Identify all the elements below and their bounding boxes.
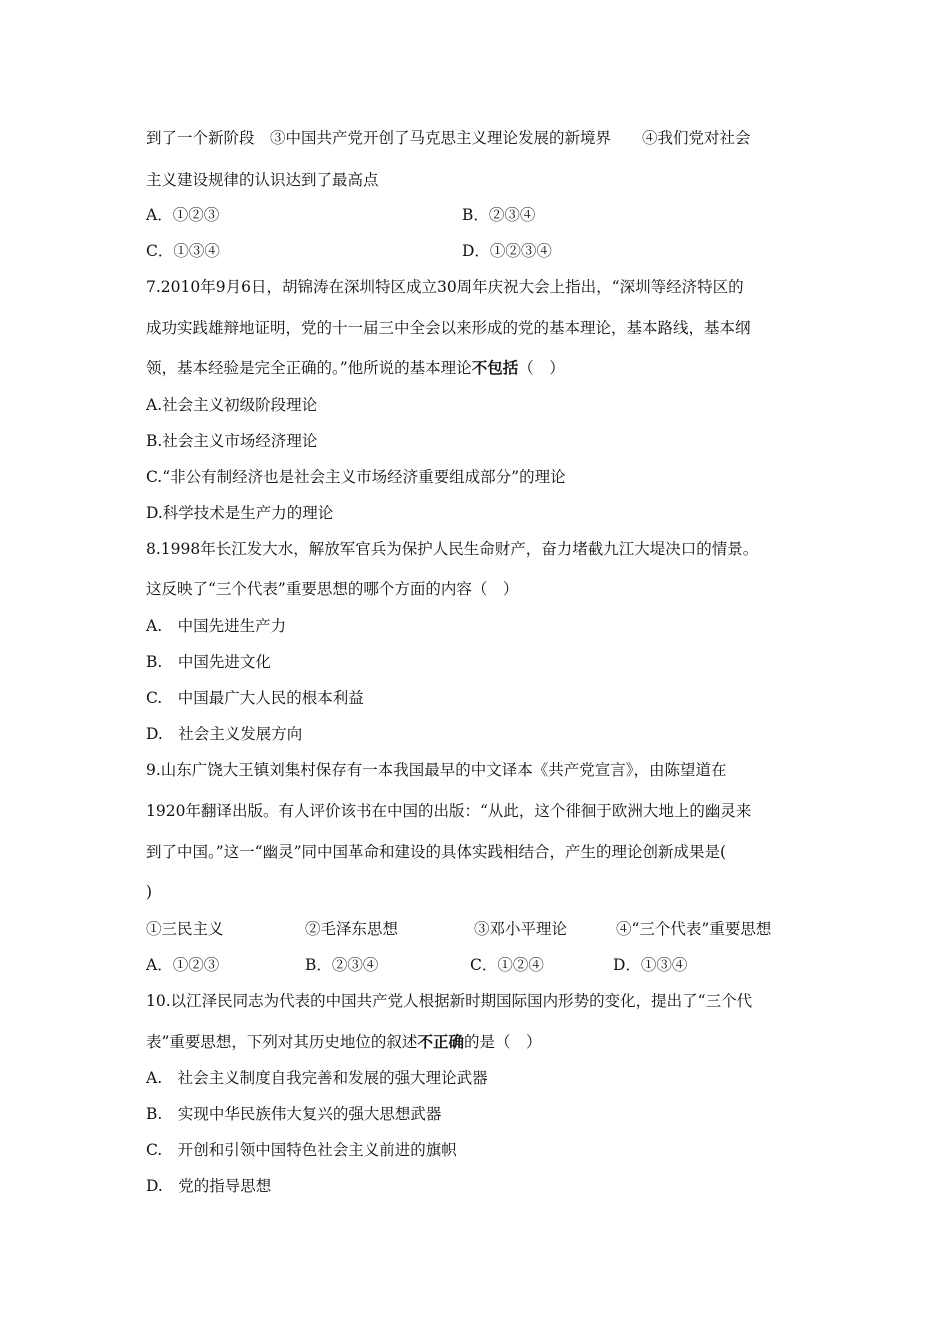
q9-item-3: ③邓小平理论 [474,920,568,938]
q10-option-d: D. 党的指导思想 [146,1177,272,1195]
q10-option-c: C. 开创和引领中国特色社会主义前进的旗帜 [146,1141,457,1159]
q9-stem-line-2: 1920年翻译出版。有人评价该书在中国的出版：“从此，这个徘徊于欧洲大地上的幽灵来 [146,802,752,820]
q6-stem-line-2: 主义建设规律的认识达到了最高点 [146,171,379,189]
q7-option-d: D.科学技术是生产力的理论 [146,504,334,522]
q8-option-c: C. 中国最广大人民的根本利益 [146,689,364,707]
q8-option-d: D. 社会主义发展方向 [146,725,303,743]
q9-option-a: A．①②③ [146,956,220,974]
q9-stem-line-1: 9.山东广饶大王镇刘集村保存有一本我国最早的中文译本《共产党宣言》，由陈望道在 [146,761,727,779]
q9-item-4: ④“三个代表”重要思想 [616,920,772,938]
q7-stem-line-2: 成功实践雄辩地证明，党的十一届三中全会以来形成的党的基本理论，基本路线，基本纲 [146,319,751,337]
q10-option-b: B. 实现中华民族伟大复兴的强大思想武器 [146,1105,442,1123]
q10-option-a: A. 社会主义制度自我完善和发展的强大理论武器 [146,1069,488,1087]
q8-option-a: A. 中国先进生产力 [146,617,287,635]
q7-answer-blank: （ ） [518,359,565,377]
q6-option-d: D．①②③④ [462,242,552,260]
q9-stem-line-4: ) [146,883,153,901]
q9-item-2: ②毛泽东思想 [305,920,399,938]
q7-option-c: C.“非公有制经济也是社会主义市场经济重要组成部分”的理论 [146,468,566,486]
q7-option-b: B.社会主义市场经济理论 [146,432,318,450]
q10-emphasis: 不正确 [417,1033,464,1051]
q6-option-c: C．①③④ [146,242,220,260]
q7-option-a: A.社会主义初级阶段理论 [146,396,318,414]
q10-answer-blank: 的是（ ） [463,1033,542,1051]
q10-stem-line-2 [146,1032,541,1052]
q7-emphasis: 不包括 [471,359,519,377]
q6-option-a: A．①②③ [146,206,220,224]
q7-stem-line-3 [146,358,565,378]
q9-option-c: C．①②④ [470,956,544,974]
q6-option-b: B．②③④ [462,206,536,224]
q9-item-1: ①三民主义 [146,920,224,938]
q9-option-b: B．②③④ [305,956,379,974]
q8-stem-line-1: 8.1998年长江发大水，解放军官兵为保护人民生命财产，奋力堵截九江大堤决口的情景。 [146,540,759,558]
q10-stem-line-1: 10.以江泽民同志为代表的中国共产党人根据新时期国际国内形势的变化，提出了“三个代 [146,992,753,1010]
q7-stem-line-1: 7.2010年9月6日，胡锦涛在深圳特区成立30周年庆祝大会上指出，“深圳等经济特区的 [146,278,744,296]
q8-option-b: B. 中国先进文化 [146,653,271,671]
q7-stem-text: 领，基本经验是完全正确的。”他所说的基本理论 [146,359,472,377]
q8-stem-line-2: 这反映了“三个代表”重要思想的哪个方面的内容（ ） [146,580,519,598]
q9-option-d: D．①③④ [613,956,688,974]
q6-stem-line-1: 到了一个新阶段 ③中国共产党开创了马克思主义理论发展的新境界 ④我们党对社会 [146,129,751,147]
q10-stem-text: 表”重要思想，下列对其历史地位的叙述 [146,1033,418,1051]
q9-stem-line-3: 到了中国。”这一“幽灵”同中国革命和建设的具体实践相结合，产生的理论创新成果是( [146,843,727,861]
